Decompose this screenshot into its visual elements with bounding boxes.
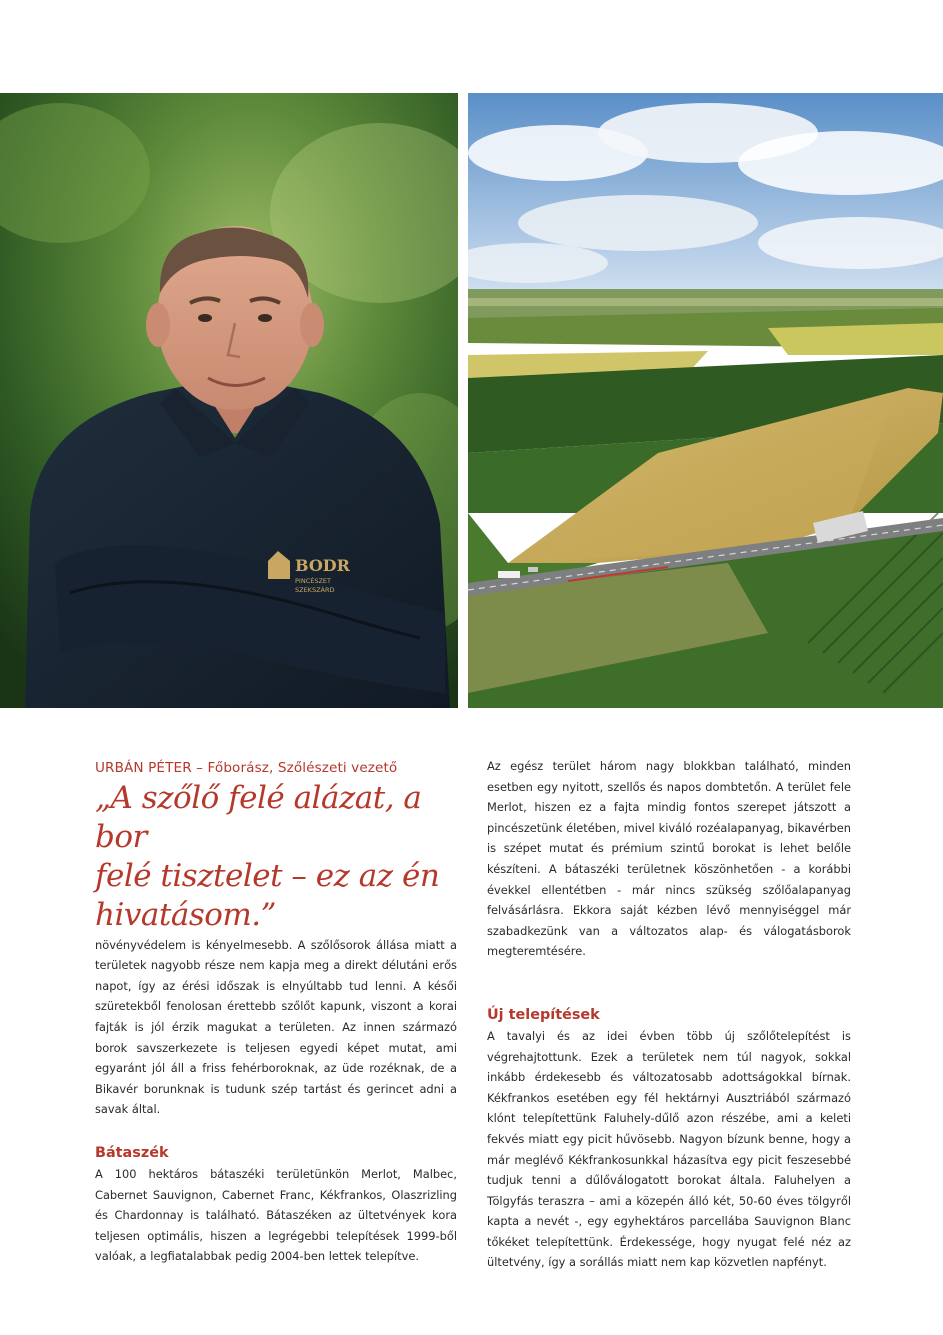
portrait-photo: [0, 93, 458, 708]
svg-text:SZEKSZÁRD: SZEKSZÁRD: [295, 586, 335, 594]
quote-line: felé tisztelet – ez az én: [95, 857, 440, 894]
section-heading-bataszek: Bátaszék: [95, 1144, 169, 1161]
quote-line: hivatásom.”: [95, 896, 276, 933]
blocks-paragraph: Az egész terület három nagy blokkban található, minden esetben egy nyitott, szellős és napos dombtetőn. A terület fele Merlot, hiszen ez a fajta mindig fontos szerepet játszott a pincészetünk életében, mivel kiváló rozéalapanyag, bikavérben is szépet mutat és prémium szintű borokat is lehet belőle készíteni. A bátaszéki területnek köszönhetően - a korábbi évekkel ellentétben - már nincs szükség szőlőalapanyag felvásárlásra. Ekkora saját kézben lévő mennyiséggel már szabadkezünk van a változatos alap- és válogatásborok megteremtésére.: [487, 759, 851, 959]
landscape-illustration: [468, 93, 943, 708]
author-byline: URBÁN PÉTER – Főborász, Szőlészeti vezető: [95, 760, 398, 776]
left-column: [95, 758, 457, 1267]
quote-line: „A szőlő felé alázat, a bor: [95, 779, 422, 855]
landscape-photo: [468, 93, 943, 708]
intro-paragraph: növényvédelem is kényelmesebb. A szőlősorok állása miatt a területek nagyobb része nem kapja meg a direkt délutáni erős napot, így az érési időszak is elnyúltabb tud lenni. A késői szüretekből fenolosan érettebb szőlőt kapunk, viszont a korai fajták is jól érzik magukat a területen. Az innen származó borok savszerkezete is teljesen egyedi képet mutat, ami egyaránt jól áll a friss fehérboroknak, az üde rozéknak, de a Bikavér borunknak is tudunk szép tartást és gerincet adni a savak által.: [95, 937, 457, 1117]
portrait-illustration: [0, 93, 458, 708]
svg-text:BODR: BODR: [295, 556, 350, 575]
svg-text:PINCÉSZET: PINCÉSZET: [295, 577, 332, 585]
pull-quote: [95, 779, 457, 935]
section-heading-new-plantings: Új telepítések: [487, 1006, 600, 1023]
right-column: [487, 756, 851, 1273]
new-plantings-paragraph: A tavalyi és az idei évben több új szőlőtelepítést is végrehajtottunk. Ezek a területek nem túl nagyok, sokkal inkább érdekesebb és változatosabb adottságokkal bírnak. Kékfrankos esetében egy fél hektárnyi Ausztriából származó klónt telepítettünk Faluhely-dűlő azon részébe, ami a keleti fekvés miatt egy picit hűvösebb. Nagyon bízunk benne, hogy a már meglévő Kékfrankosunkkal házasítva egy picit feszesebbé tudjuk tenni a dűlőválogatott borokat általa. Faluhelyen a Tölgyfás teraszra – ami a közepén álló két, 50-60 éves tölgyről kapta a nevét -, egy egyhektáros parcellába Sauvignon Blanc tőkéket telepítettünk. Érdekessége, hogy nyugat felé néz az ültetvény, így a sorállás miatt nem kap közvetlen napfényt.: [487, 1028, 851, 1270]
bataszek-paragraph: A 100 hektáros bátaszéki területünkön Merlot, Malbec, Cabernet Sauvignon, Cabernet Franc, Kékfrankos, Olaszrizling és Chardonnay is található. Bátaszéken az ültetvények kora teljesen optimális, hiszen a legrégebbi telepítések 1999-ből valóak, a legfiatalabbak pedig 2004-ben lettek telepítve.: [95, 1166, 457, 1264]
